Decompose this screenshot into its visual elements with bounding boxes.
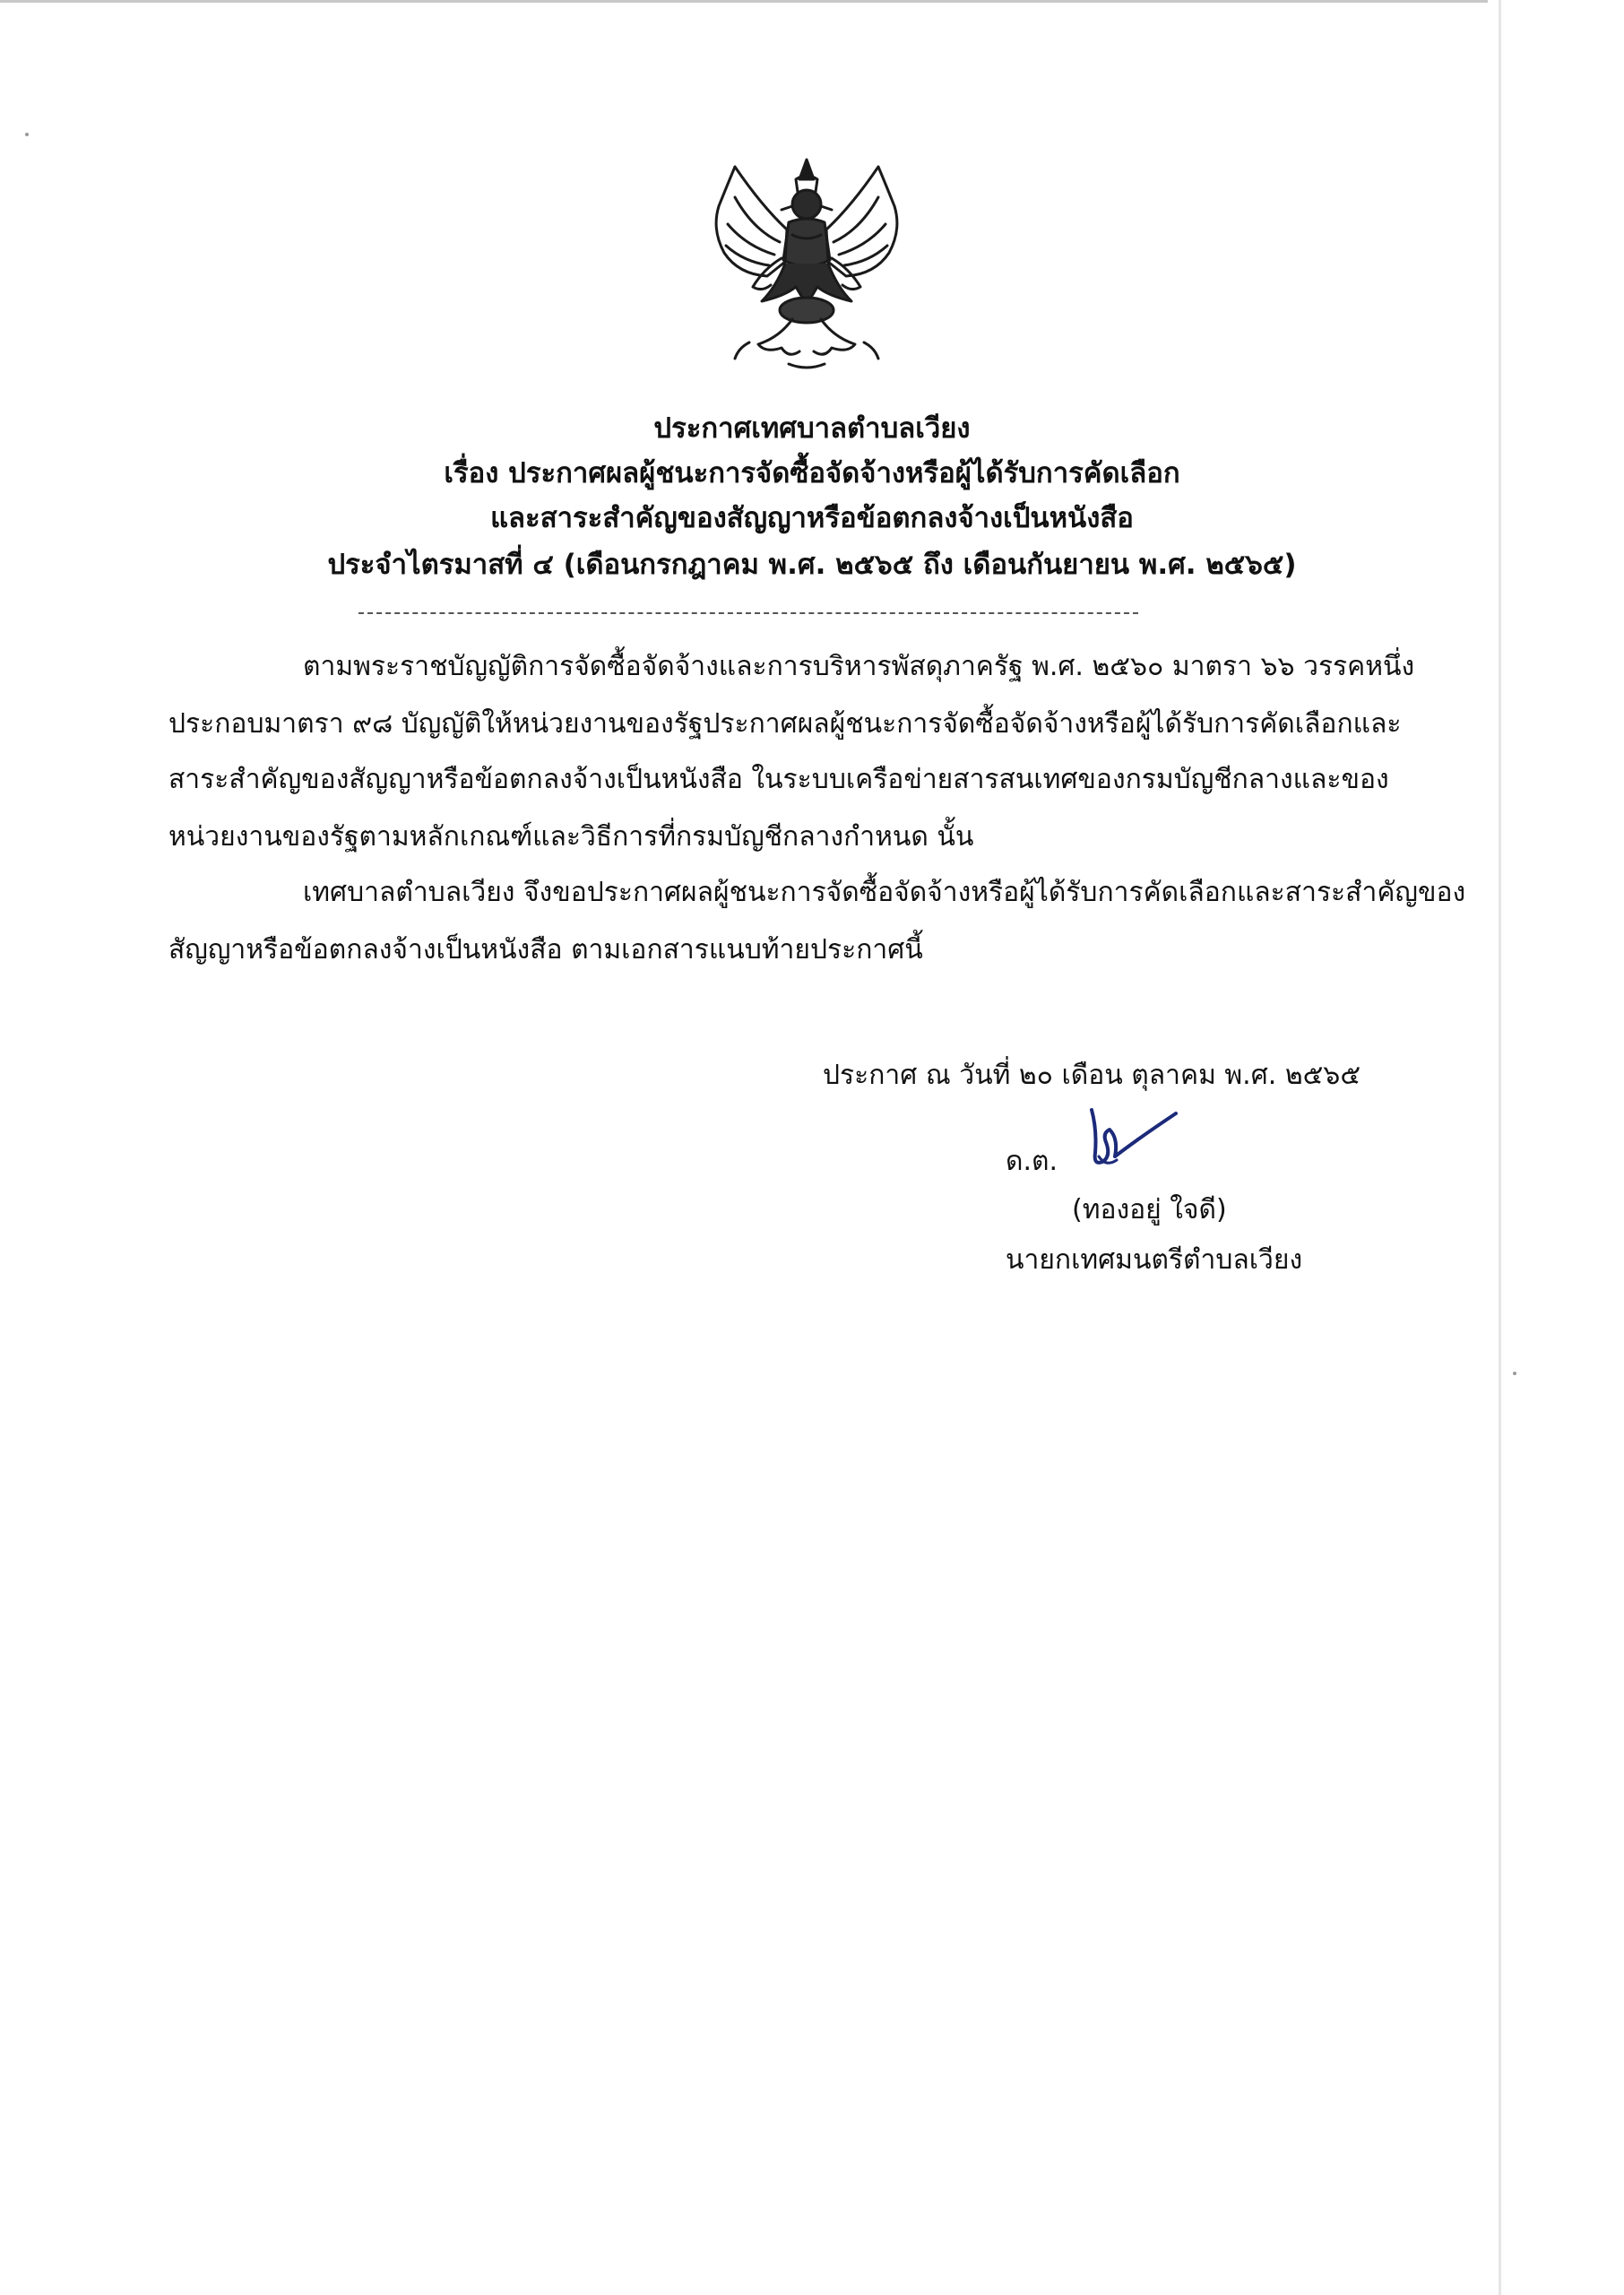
paragraph-2-line-2: สัญญาหรือข้อตกลงจ้างเป็นหนังสือ ตามเอกสารแนบท้ายประกาศนี้ bbox=[168, 934, 923, 966]
announcement-subject: เรื่อง ประกาศผลผู้ชนะการจัดซื้อจัดจ้างหรือผู้ได้รับการคัดเลือก bbox=[444, 457, 1180, 489]
handwritten-signature bbox=[1075, 1103, 1183, 1174]
scan-speck bbox=[25, 133, 29, 136]
scan-speck bbox=[1513, 1372, 1516, 1375]
scan-top-edge bbox=[0, 0, 1488, 3]
announcement-period: ประจำไตรมาสที่ ๔ (เดือนกรกฎาคม พ.ศ. ๒๕๖๕ ถึง เดือนกันยายน พ.ศ. ๒๕๖๕) bbox=[327, 549, 1297, 581]
paragraph-1-line-1: ตามพระราชบัญญัติการจัดซื้อจัดจ้างและการบริหารพัสดุภาครัฐ พ.ศ. ๒๕๖๐ มาตรา ๖๖ วรรคหนึ่ง bbox=[303, 651, 1415, 682]
announcement-agency: ประกาศเทศบาลตำบลเวียง bbox=[653, 412, 971, 445]
signatory-rank: ด.ต. bbox=[1006, 1146, 1058, 1177]
scan-right-edge bbox=[1499, 0, 1501, 2295]
separator-line bbox=[358, 612, 1138, 614]
signatory-name: (ทองอยู่ ใจดี) bbox=[1072, 1194, 1227, 1225]
paragraph-1-line-4: หน่วยงานของรัฐตามหลักเกณฑ์และวิธีการที่กรมบัญชีกลางกำหนด นั้น bbox=[168, 821, 974, 853]
announcement-subject-continued: และสาระสำคัญของสัญญาหรือข้อตกลงจ้างเป็นหนังสือ bbox=[490, 502, 1134, 534]
signatory-title: นายกเทศมนตรีตำบลเวียง bbox=[1006, 1244, 1303, 1276]
announcement-date: ประกาศ ณ วันที่ ๒๐ เดือน ตุลาคม พ.ศ. ๒๕๖๕ bbox=[823, 1060, 1361, 1091]
paragraph-1-line-2: ประกอบมาตรา ๙๘ บัญญัติให้หน่วยงานของรัฐประกาศผลผู้ชนะการจัดซื้อจัดจ้างหรือผู้ได้รับการคัดเลือกและ bbox=[168, 708, 1402, 740]
garuda-emblem bbox=[699, 152, 914, 377]
paragraph-1-line-3: สาระสำคัญของสัญญาหรือข้อตกลงจ้างเป็นหนังสือ ในระบบเครือข่ายสารสนเทศของกรมบัญชีกลางและของ bbox=[168, 764, 1389, 795]
paragraph-2-line-1: เทศบาลตำบลเวียง จึงขอประกาศผลผู้ชนะการจัดซื้อจัดจ้างหรือผู้ได้รับการคัดเลือกและสาระสำคัญของ bbox=[303, 877, 1466, 908]
